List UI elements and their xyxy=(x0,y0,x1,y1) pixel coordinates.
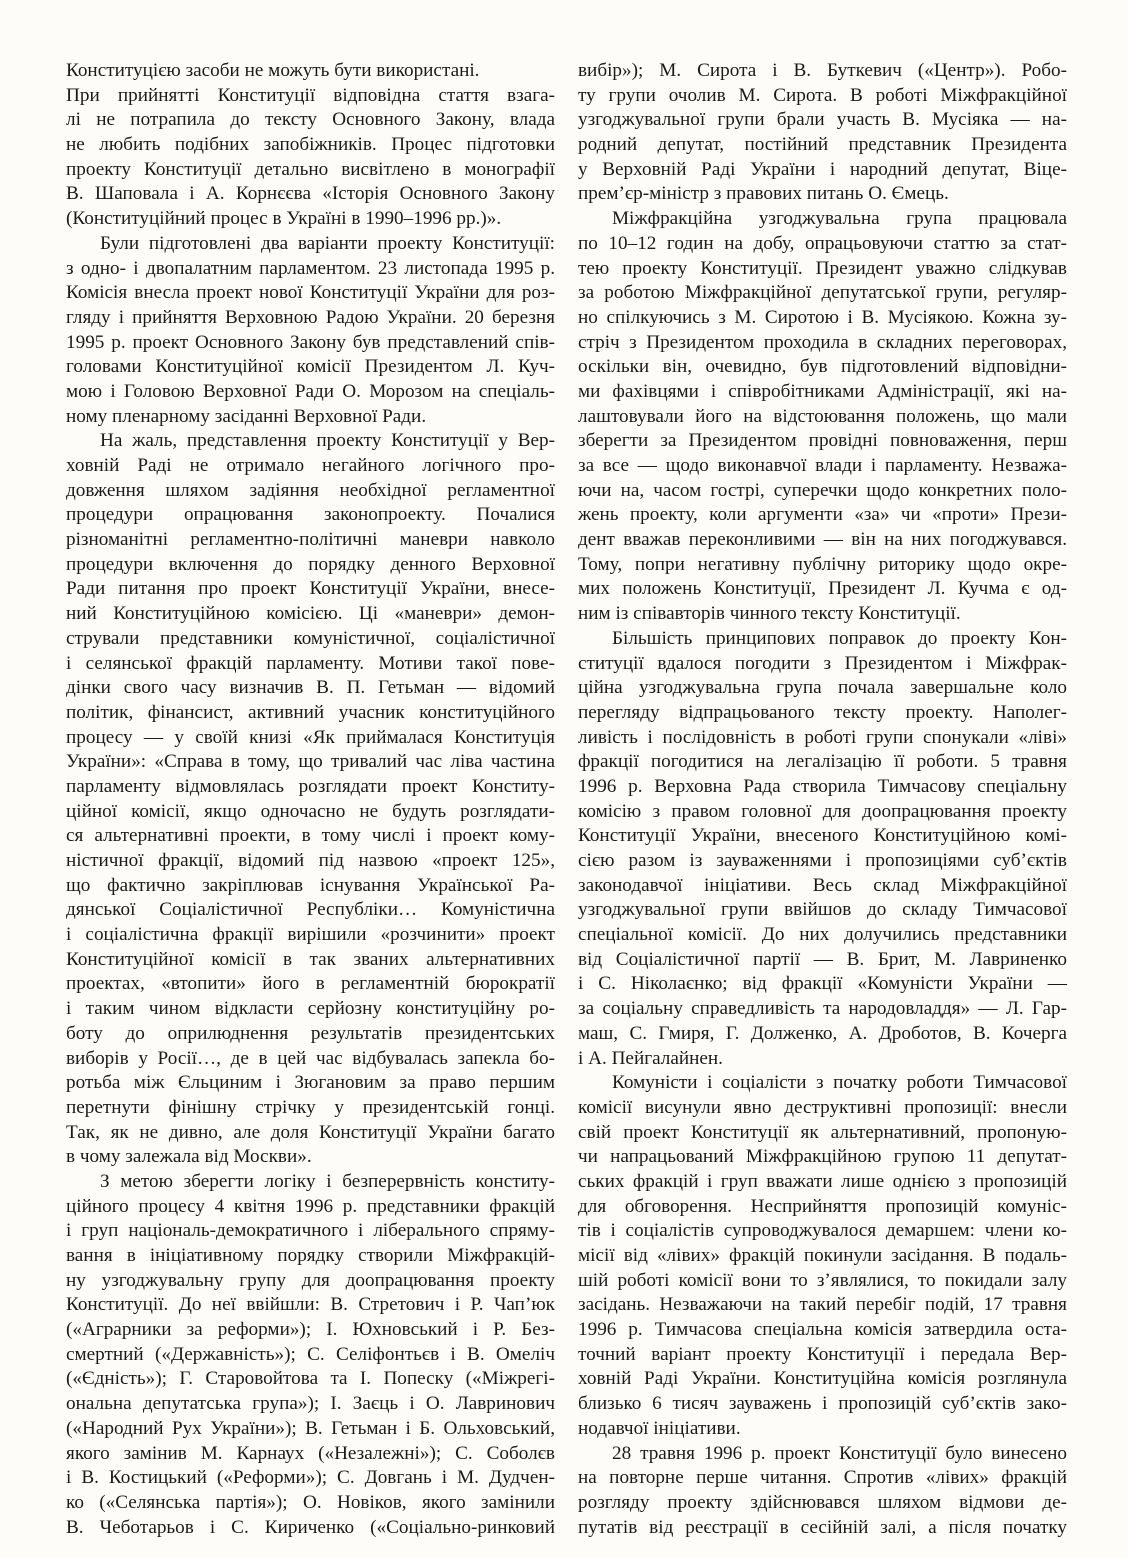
text-line: і таким чином відкласти серйозну конституційну ро- xyxy=(66,998,555,1020)
text-line: у Верховній Раді України і народний депутат, Віце- xyxy=(578,158,1067,180)
text-line: фракції погодитися на легалізацію її роботи. 5 травня xyxy=(578,751,1067,773)
text-line: і груп національ-демократичного і ліберального спряму- xyxy=(66,1220,555,1242)
text-line: близько 6 тисяч зауважень і пропозицій суб’єктів зако- xyxy=(578,1393,1067,1415)
text-line: путатів від реєстрації в сесійній залі, а після початку xyxy=(578,1516,1067,1538)
text-line: проекту Конституції детально висвітлено в монографії xyxy=(66,158,555,180)
text-line: боту до оприлюднення результатів президентських xyxy=(66,1022,555,1044)
paragraph-first-line: 28 травня 1996 р. проект Конституції було винесено xyxy=(612,1442,1067,1464)
text-line: маш, С. Гмиря, Г. Долженко, А. Дроботов, В. Кочерга xyxy=(578,1022,1067,1044)
paragraph-first-line: Більшість принципових поправок до проекту Кон- xyxy=(612,627,1067,649)
text-line: ховній Раді України. Конституційна комісія розглянула xyxy=(578,1368,1067,1390)
text-line: Конституцією засоби не можуть бути використані. xyxy=(66,60,480,81)
text-line: ційної комісії, якщо одночасно не будуть розглядати- xyxy=(66,800,555,822)
text-line: Конституційної комісії в так званих альтернативних xyxy=(66,948,555,970)
text-line: довження шляхом задіяння необхідної регламентної xyxy=(66,479,555,501)
text-line: за соціальну справедливість та народовладдя» — Л. Гар- xyxy=(578,998,1067,1020)
text-line: України»: «Справа в тому, що тривалий час ліва частина xyxy=(66,751,555,773)
text-line: місії від «лівих» фракцій покинули засідання. В подаль- xyxy=(578,1245,1067,1266)
paragraph-first-line: На жаль, представлення проекту Конституції у Вер- xyxy=(100,430,555,452)
text-line: тею проекту Конституції. Президент уважно слідкував xyxy=(578,257,1067,279)
text-line: ських фракцій і груп вважати лише однією з пропозицій xyxy=(578,1170,1067,1192)
text-line: ним із співавторів чинного тексту Конституції. xyxy=(578,603,961,625)
right-text-column xyxy=(578,59,1067,1540)
text-line: смертний («Державність»); С. Селіфонтьєв і В. Омеліч xyxy=(66,1343,555,1365)
text-line: законодавчої ініціативи. Весь склад Міжфракційної xyxy=(578,874,1067,896)
text-line: тів і соціалістів супроводжувалося демаршем: члени ко- xyxy=(578,1220,1067,1242)
text-line: в чому залежала від Москви». xyxy=(66,1146,312,1168)
text-line: нодавчої ініціативи. xyxy=(578,1417,741,1439)
text-line: (Конституційний процес в Україні в 1990–1996 рр.)». xyxy=(66,208,502,230)
text-line: ному пленарному засіданні Верховної Ради. xyxy=(66,405,427,427)
text-line: чи напрацьований Міжфракційною групою 11 депутат- xyxy=(578,1146,1067,1168)
text-line: за все — щодо виконавчої влади і парламенту. Незважа- xyxy=(578,455,1067,476)
text-line: засідань. Незважаючи на такий перебіг подій, 17 травня xyxy=(578,1294,1067,1316)
text-line: жень проекту, коли аргументи «за» чи «проти» Прези- xyxy=(578,504,1067,526)
text-line: комісії висунули явно деструктивні пропозиції: внесли xyxy=(578,1096,1067,1118)
text-line: ституції вдалося погодити з Президентом і Міжфрак- xyxy=(578,652,1067,674)
text-line: свій проект Конституції як альтернативний, пропоную- xyxy=(578,1121,1067,1143)
text-line: 1996 р. Тимчасова спеціальна комісія затвердила оста- xyxy=(578,1319,1067,1341)
paragraph-first-line: Комуністи і соціалісти з початку роботи Тимчасової xyxy=(612,1072,1067,1094)
text-line: дінки свого часу визначив В. П. Гетьман — відомий xyxy=(66,677,555,699)
text-line: зберегти за Президентом провідні повноваження, перш xyxy=(578,430,1067,452)
text-line: родний депутат, постійний представник Президента xyxy=(578,134,1067,156)
text-line: стріч з Президентом проходила в складних переговорах, xyxy=(578,331,1067,353)
text-line: ховній Раді не отримало негайного логічного про- xyxy=(66,455,555,476)
text-line: не любить подібних запобіжників. Процес підготовки xyxy=(66,134,555,156)
text-line: ливість і послідовність в роботі групи спонукали «ліві» xyxy=(578,726,1067,748)
text-line: від Соціалістичної партії — В. Брит, М. Лавриненко xyxy=(578,948,1067,970)
text-line: і селянської фракцій парламенту. Мотиви такої пове- xyxy=(66,652,555,674)
text-line: і В. Костицький («Реформи»); С. Довгань і М. Дудчен- xyxy=(66,1467,555,1489)
text-line: і С. Ніколаєнко; від фракції «Комуністи України — xyxy=(578,973,1067,995)
text-line: («Єдність»); Г. Старовойтова та І. Попеску («Міжрегі- xyxy=(66,1368,555,1390)
text-line: парламенту відмовлялась розглядати проект Конститу- xyxy=(66,775,555,797)
text-line: спеціальної комісії. До них долучились представники xyxy=(578,924,1067,946)
text-line: Тому, попри негативну публічну риторику щодо окре- xyxy=(578,553,1067,575)
text-line: по 10–12 годин на добу, опрацьовуючи статтю за стат- xyxy=(578,232,1067,254)
text-line: і А. Пейгалайнен. xyxy=(578,1047,723,1069)
text-line: за роботою Міжфракційної депутатської групи, регуляр- xyxy=(578,282,1067,304)
text-line: ційна узгоджувальна група почала завершальне коло xyxy=(578,677,1067,699)
text-line: 1995 р. проект Основного Закону був представлений спів- xyxy=(66,331,555,353)
text-line: різноманітні регламентно-політичні маневри навколо xyxy=(66,529,555,551)
text-line: узгоджувальної групи брали участь В. Мусіяка — на- xyxy=(578,109,1067,131)
text-line: вання в ініціативному порядку створили Міжфракцій- xyxy=(66,1245,555,1266)
text-line: головами Конституційної комісії Президентом Л. Куч- xyxy=(66,356,555,378)
text-line: гляду і прийняття Верховною Радою України. 20 березня xyxy=(66,306,555,328)
text-line: При прийнятті Конституції відповідна стаття взага- xyxy=(66,84,555,106)
text-line: Комісія внесла проект нової Конституції України для роз- xyxy=(66,282,555,304)
text-line: стрували представники комуністичної, соціалістичної xyxy=(66,627,555,649)
text-line: процедури опрацювання законопроекту. Почалися xyxy=(66,504,555,526)
text-line: процедури включення до порядку денного Верховної xyxy=(66,553,555,575)
text-line: політик, фінансист, активний учасник конституційного xyxy=(66,701,555,723)
text-line: В. Шаповала і А. Корнєєва «Історія Основного Закону xyxy=(66,183,555,205)
text-line: комісію з правом головної для доопрацювання проекту xyxy=(578,800,1067,822)
text-line: мою і Головою Верховної Ради О. Морозом на спеціаль- xyxy=(66,380,555,402)
text-line: розгляду проекту здійснювався шляхом відмови де- xyxy=(578,1491,1067,1513)
text-line: шій роботі комісії вони то з’являлися, то покидали залу xyxy=(578,1269,1067,1291)
text-line: оскільки він, очевидно, був підготовлений відповідни- xyxy=(578,356,1067,378)
text-line: лі не потрапила до тексту Основного Закону, влада xyxy=(66,109,555,131)
text-line: Конституції України, внесеного Конституційною комі- xyxy=(578,825,1067,847)
text-line: («Народний Рух України»); В. Гетьман і Б. Ольховський, xyxy=(66,1417,555,1439)
text-line: з одно- і двопалатним парламентом. 23 листопада 1995 р. xyxy=(66,257,555,279)
text-line: ми фахівцями і співробітниками Адміністрації, які на- xyxy=(578,380,1067,402)
text-line: ний Конституційною комісією. Ці «маневри» демон- xyxy=(66,603,555,625)
text-line: Ради питання про проект Конституції України, внесе- xyxy=(66,578,555,600)
text-line: В. Чеботарьов і С. Кириченко («Соціально-ринковий xyxy=(66,1516,555,1538)
text-line: вибір»); М. Сирота і В. Буткевич («Центр»). Робо- xyxy=(578,60,1067,81)
text-line: ністичної фракції, відомий під назвою «проект 125», xyxy=(66,850,555,871)
text-line: точний варіант проекту Конституції і передала Вер- xyxy=(578,1343,1067,1365)
text-line: ючи на, часом гострі, суперечки щодо конкретних поло- xyxy=(578,479,1067,501)
text-line: перетнути фінішну стрічку у президентській гонці. xyxy=(66,1096,555,1118)
text-line: ко («Селянська партія»); О. Новіков, якого замінили xyxy=(66,1491,555,1513)
text-line: лаштовували його на відстоювання положень, що мали xyxy=(578,405,1067,427)
text-line: («Аграрники за реформи»); І. Юхновський і Р. Без- xyxy=(66,1319,555,1341)
paragraph-first-line: Міжфракційна узгоджувальна група працювала xyxy=(612,208,1067,230)
text-line: перегляду відпрацьованого тексту проекту. Наполег- xyxy=(578,701,1067,723)
text-line: сією разом із зауваженнями і пропозиціями суб’єктів xyxy=(578,850,1067,871)
text-line: Конституції. До неї ввійшли: В. Стретович і Р. Чап’юк xyxy=(66,1294,555,1316)
text-line: ся альтернативні проекти, в тому числі і проект кому- xyxy=(66,825,555,847)
text-line: Так, як не дивно, але доля Конституції України багато xyxy=(66,1121,555,1143)
text-line: дянської Соціалістичної Республіки… Комуністична xyxy=(66,899,555,921)
text-line: дент вважав переконливими — він на них погоджувався. xyxy=(578,529,1067,551)
text-line: і соціалістична фракції вирішили «розчинити» проект xyxy=(66,924,555,946)
text-line: ну узгоджувальну групу для доопрацювання проекту xyxy=(66,1269,555,1291)
text-line: для обговорення. Несприйняття пропозицій комуніс- xyxy=(578,1195,1067,1217)
text-line: мих положень Конституції, Президент Л. Кучма є од- xyxy=(578,578,1067,600)
paragraph-first-line: Були підготовлені два варіанти проекту Конституції: xyxy=(100,232,555,254)
text-line: узгоджувальної групи ввійшов до складу Тимчасової xyxy=(578,899,1067,921)
text-line: прем’єр-міністр з правових питань О. Ємець. xyxy=(578,183,949,205)
left-text-column xyxy=(66,59,555,1540)
text-line: якого замінив М. Карнаух («Незалежні»); С. Соболєв xyxy=(66,1442,555,1464)
text-line: проектах, «втопити» його в регламентній бюрократії xyxy=(66,973,555,995)
text-line: ту групи очолив М. Сирота. В роботі Міжфракційної xyxy=(578,84,1067,106)
text-line: що фактично закріплював існування Української Ра- xyxy=(66,874,555,896)
text-line: на повторне перше читання. Спротив «лівих» фракцій xyxy=(578,1467,1067,1489)
paragraph-first-line: З метою зберегти логіку і безперервність конститу- xyxy=(100,1170,555,1192)
text-line: но спілкуючись з М. Сиротою і В. Мусіякою. Кожна зу- xyxy=(578,306,1067,328)
text-line: виборів у Росії…, де в цей час відбувалась запекла бо- xyxy=(66,1047,555,1069)
text-line: ротьба між Єльциним і Зюгановим за право першим xyxy=(66,1072,555,1094)
text-line: ційного процесу 4 квітня 1996 р. представники фракцій xyxy=(66,1195,555,1217)
text-line: процесу — у своїй книзі «Як приймалася Конституція xyxy=(66,726,555,748)
text-line: ональна депутатська група»); І. Заєць і О. Лавринович xyxy=(66,1393,555,1415)
text-line: 1996 р. Верховна Рада створила Тимчасову спеціальну xyxy=(578,775,1067,797)
